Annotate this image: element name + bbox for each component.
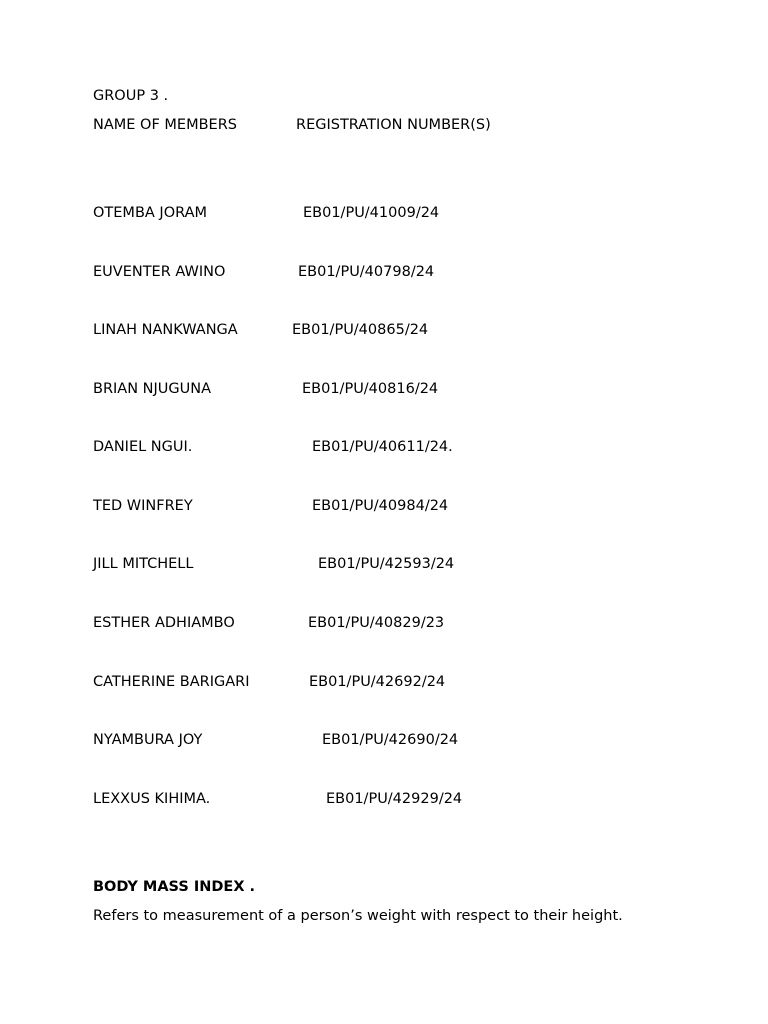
member-registration-number: EB01/PU/40984/24 [312,498,449,514]
member-registration-number: EB01/PU/42929/24 [326,791,463,807]
member-name: ESTHER ADHIAMBO [93,615,235,631]
member-registration-number: EB01/PU/40829/23 [308,615,445,631]
member-registration-number: EB01/PU/40798/24 [298,264,435,280]
member-name: NYAMBURA JOY [93,732,203,748]
member-registration-number: EB01/PU/40611/24. [312,439,453,455]
member-name: OTEMBA JORAM [93,205,208,221]
section-text: Refers to measurement of a person’s weight with respect to their height. [93,908,623,924]
member-name: DANIEL NGUI. [93,439,193,455]
member-registration-number: EB01/PU/40865/24 [292,322,429,338]
member-registration-number: EB01/PU/42593/24 [318,556,455,572]
member-registration-number: EB01/PU/42692/24 [309,674,446,690]
member-name: CATHERINE BARIGARI [93,674,250,690]
member-name: LEXXUS KIHIMA. [93,791,211,807]
registration-column-header: REGISTRATION NUMBER(S) [296,117,491,133]
member-registration-number: EB01/PU/42690/24 [322,732,459,748]
name-column-header: NAME OF MEMBERS [93,117,237,133]
member-name: EUVENTER AWINO [93,264,226,280]
member-name: TED WINFREY [93,498,193,514]
member-name: JILL MITCHELL [93,556,194,572]
group-title: GROUP 3 . [93,88,169,104]
member-name: LINAH NANKWANGA [93,322,238,338]
member-registration-number: EB01/PU/41009/24 [303,205,440,221]
member-registration-number: EB01/PU/40816/24 [302,381,439,397]
section-heading: BODY MASS INDEX . [93,879,256,895]
member-name: BRIAN NJUGUNA [93,381,212,397]
